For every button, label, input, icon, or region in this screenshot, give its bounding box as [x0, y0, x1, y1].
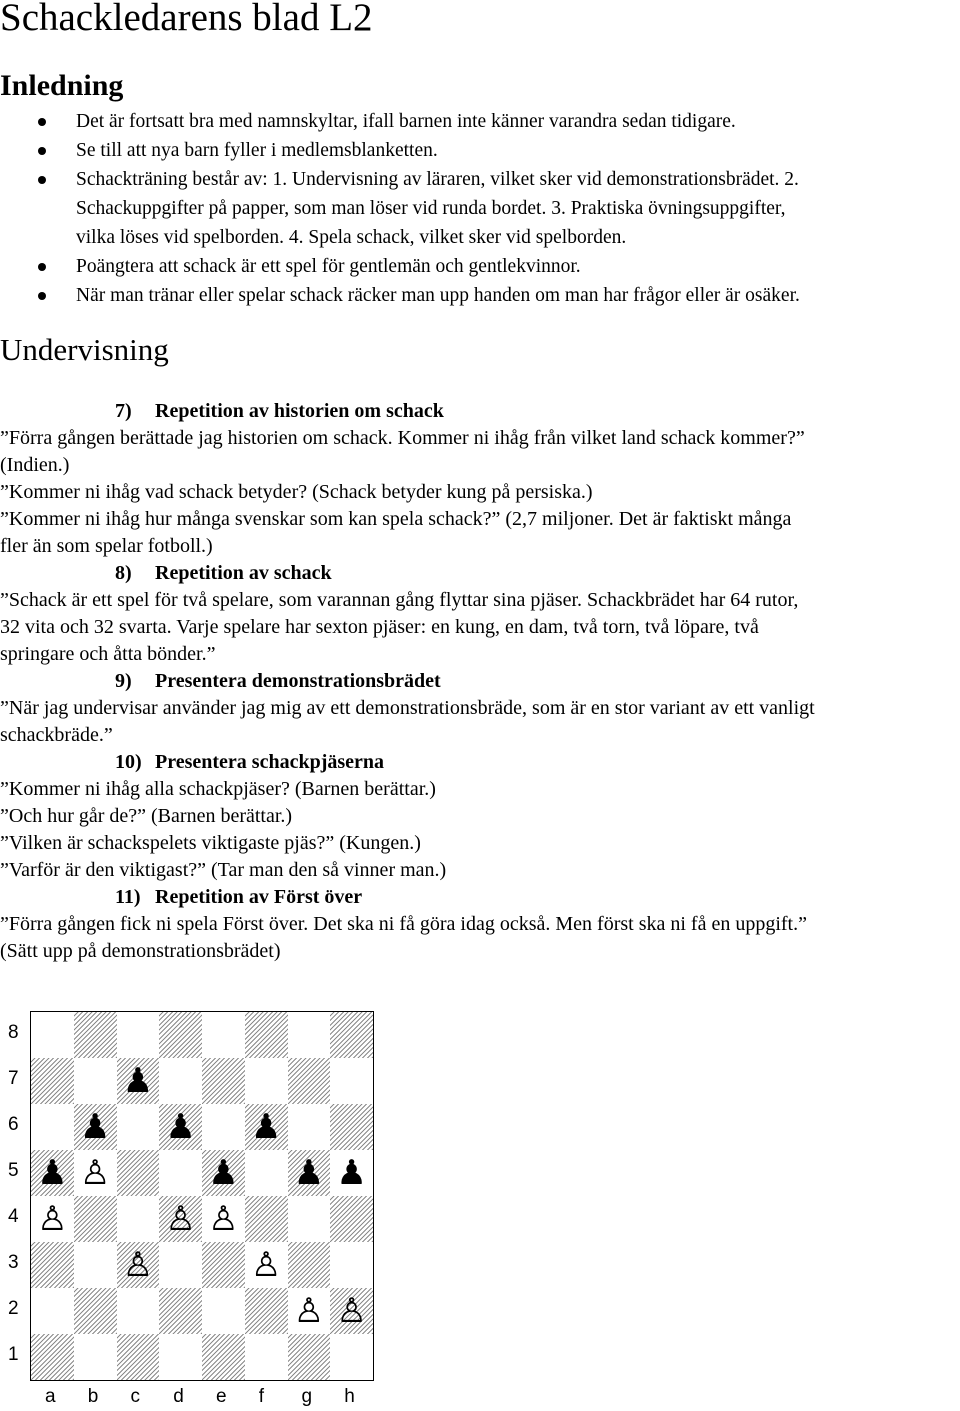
page-title: Schackledarens blad L2 [0, 0, 373, 39]
bullet-dot [38, 263, 46, 271]
paragraph-line: ”Förra gången berättade jag historien om schack. Kommer ni ihåg från vilket land schack kommer?” [0, 427, 805, 449]
board-square-e3 [202, 1242, 245, 1288]
chess-board [30, 1011, 374, 1381]
paragraph-line: schackbräde.” [0, 724, 113, 746]
board-square-a7 [31, 1058, 74, 1104]
black-pawn-icon: ♟ [37, 1153, 68, 1193]
white-pawn-icon: ♙ [208, 1199, 239, 1239]
paragraph-line: ”Och hur går de?” (Barnen berättar.) [0, 805, 293, 827]
board-square-b7 [74, 1058, 117, 1104]
board-square-g4 [288, 1196, 331, 1242]
black-pawn-icon: ♟ [250, 1107, 282, 1147]
white-pawn-icon: ♙ [122, 1245, 154, 1285]
bullet-dot [38, 176, 46, 184]
file-label: g [301, 1386, 313, 1407]
teaching-heading: Undervisning [0, 332, 169, 367]
file-label: e [216, 1386, 227, 1407]
rank-label: 6 [8, 1114, 19, 1135]
paragraph-line: springare och åtta bönder.” [0, 643, 216, 665]
paragraph-line: ”Förra gången fick ni spela Först över. Det ska ni få göra idag också. Men först ska ni få en uppgift.” [0, 913, 807, 935]
board-square-f1 [245, 1334, 288, 1380]
board-square-e8 [202, 1012, 245, 1058]
board-square-e1 [202, 1334, 245, 1380]
paragraph-line: ”Vilken är schackspelets viktigaste pjäs?” (Kungen.) [0, 832, 421, 854]
bullet-text-line: Schackuppgifter på papper, som man löser vid runda bordet. 3. Praktiska övningsuppgifter, [76, 198, 786, 219]
black-pawn-icon: ♟ [165, 1107, 196, 1147]
board-square-h1 [330, 1334, 373, 1380]
board-square-c6 [117, 1104, 160, 1150]
bullet-text-line: När man tränar eller spelar schack räcker man upp handen om man har frågor eller är osäker. [76, 285, 800, 306]
board-square-g6 [288, 1104, 331, 1150]
subheading [115, 560, 332, 587]
white-pawn-icon: ♙ [79, 1153, 111, 1193]
rank-label: 8 [8, 1022, 19, 1043]
bullet-text-line: Se till att nya barn fyller i medlemsblanketten. [76, 140, 438, 161]
file-label: f [258, 1386, 265, 1407]
paragraph-line: ”Schack är ett spel för två spelare, som varannan gång flyttar sina pjäser. Schackbrädet har 64 rutor, [0, 589, 799, 611]
paragraph-line: (Indien.) [0, 454, 70, 476]
board-square-d2 [159, 1288, 202, 1334]
board-square-h7 [330, 1058, 373, 1104]
board-square-c2 [117, 1288, 160, 1334]
subheading-text: Repetition av Först över [155, 886, 363, 908]
file-label: d [173, 1386, 184, 1407]
subheading-text: Presentera demonstrationsbrädet [155, 670, 441, 692]
black-pawn-icon: ♟ [208, 1153, 239, 1193]
white-pawn-icon: ♙ [336, 1291, 367, 1331]
board-square-a2 [31, 1288, 74, 1334]
board-square-b2 [74, 1288, 117, 1334]
black-pawn-icon: ♟ [293, 1153, 325, 1193]
board-square-b8 [74, 1012, 117, 1058]
bullet-text-line: vilka löses vid spelborden. 4. Spela schack, vilket sker vid spelborden. [76, 227, 627, 248]
bullet-dot [38, 292, 46, 300]
file-label: b [87, 1386, 99, 1407]
subheading [115, 884, 362, 911]
board-square-f5 [245, 1150, 288, 1196]
board-square-h8 [330, 1012, 373, 1058]
board-square-f2 [245, 1288, 288, 1334]
subheading-number: 8) [115, 562, 132, 584]
board-square-g1 [288, 1334, 331, 1380]
board-square-b3 [74, 1242, 117, 1288]
bullet-text-line: Schackträning består av: 1. Undervisning av läraren, vilket sker vid demonstrationsbrädet. 2. [76, 169, 799, 190]
board-square-d5 [159, 1150, 202, 1196]
rank-label: 5 [8, 1160, 19, 1181]
file-label: a [45, 1386, 56, 1407]
file-label: c [130, 1386, 140, 1407]
board-square-a6 [31, 1104, 74, 1150]
subheading [115, 398, 444, 425]
paragraph-line: ”Kommer ni ihåg hur många svenskar som kan spela schack?” (2,7 miljoner. Det är faktiskt många [0, 508, 792, 530]
board-square-g3 [288, 1242, 331, 1288]
board-square-h6 [330, 1104, 373, 1150]
board-square-c5 [117, 1150, 160, 1196]
board-square-g8 [288, 1012, 331, 1058]
rank-label: 7 [8, 1068, 19, 1089]
white-pawn-icon: ♙ [165, 1199, 196, 1239]
bullet-dot [38, 118, 46, 126]
board-square-g7 [288, 1058, 331, 1104]
subheading-text: Presentera schackpjäserna [155, 751, 385, 773]
black-pawn-icon: ♟ [336, 1153, 367, 1193]
file-label: h [344, 1386, 355, 1407]
paragraph-line: fler än som spelar fotboll.) [0, 535, 213, 557]
paragraph-line: ”Varför är den viktigast?” (Tar man den så vinner man.) [0, 859, 447, 881]
board-square-d3 [159, 1242, 202, 1288]
subheading-number: 7) [115, 400, 132, 422]
board-square-b1 [74, 1334, 117, 1380]
intro-heading: Inledning [0, 69, 124, 102]
black-pawn-icon: ♟ [79, 1107, 111, 1147]
board-square-e2 [202, 1288, 245, 1334]
bullet-text-line: Det är fortsatt bra med namnskyltar, ifall barnen inte känner varandra sedan tidigare. [76, 111, 736, 132]
board-square-a8 [31, 1012, 74, 1058]
black-pawn-icon: ♟ [122, 1061, 154, 1101]
paragraph-line: ”Kommer ni ihåg alla schackpjäser? (Barnen berättar.) [0, 778, 436, 800]
subheading-number: 9) [115, 670, 132, 692]
subheading-number: 11) [115, 886, 141, 908]
board-square-b4 [74, 1196, 117, 1242]
subheading [115, 668, 441, 695]
board-square-a1 [31, 1334, 74, 1380]
subheading-text: Repetition av schack [155, 562, 332, 584]
board-square-h4 [330, 1196, 373, 1242]
chess-diagram [0, 990, 400, 1410]
rank-label: 1 [8, 1344, 19, 1365]
bullet-dot [38, 147, 46, 155]
board-square-a3 [31, 1242, 74, 1288]
board-square-c1 [117, 1334, 160, 1380]
paragraph-line: (Sätt upp på demonstrationsbrädet) [0, 940, 281, 962]
white-pawn-icon: ♙ [37, 1199, 68, 1239]
board-square-d1 [159, 1334, 202, 1380]
paragraph-line: ”Kommer ni ihåg vad schack betyder? (Schack betyder kung på persiska.) [0, 481, 593, 503]
bullet-text-line: Poängtera att schack är ett spel för gentlemän och gentlekvinnor. [76, 256, 581, 277]
rank-label: 2 [8, 1298, 19, 1319]
white-pawn-icon: ♙ [293, 1291, 325, 1331]
white-pawn-icon: ♙ [250, 1245, 282, 1285]
subheading [115, 749, 384, 776]
subheading-number: 10) [115, 751, 142, 773]
subheading-text: Repetition av historien om schack [155, 400, 444, 422]
board-square-c4 [117, 1196, 160, 1242]
board-square-d7 [159, 1058, 202, 1104]
board-square-f4 [245, 1196, 288, 1242]
board-square-f8 [245, 1012, 288, 1058]
board-square-h3 [330, 1242, 373, 1288]
board-square-c8 [117, 1012, 160, 1058]
board-square-e7 [202, 1058, 245, 1104]
rank-label: 3 [8, 1252, 19, 1273]
paragraph-line: ”När jag undervisar använder jag mig av ett demonstrationsbräde, som är en stor variant av ett vanligt [0, 697, 815, 719]
board-square-d8 [159, 1012, 202, 1058]
board-square-f7 [245, 1058, 288, 1104]
board-square-e6 [202, 1104, 245, 1150]
rank-label: 4 [8, 1206, 19, 1227]
paragraph-line: 32 vita och 32 svarta. Varje spelare har sexton pjäser: en kung, en dam, två torn, två löpare, två [0, 616, 759, 638]
